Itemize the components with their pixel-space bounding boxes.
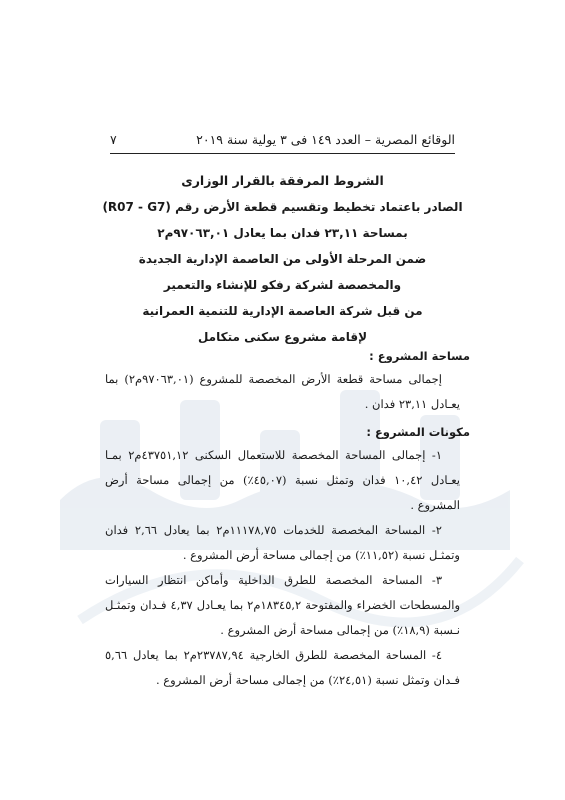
component-item: ٢- المساحة المخصصة للخدمات ١١١٧٨,٧٥م٢ بما يعادل ٢,٦٦ فدان وتمثـل نسبة (١١,٥٢٪) من إجمالى مساحة أرض المشروع . [105, 523, 460, 562]
title-line: والمخصصة لشركة رفكو للإنشاء والتعمير [163, 278, 402, 292]
title-line: لإقامة مشروع سكنى متكامل [197, 330, 368, 344]
component-item: ١- إجمالى المساحة المخصصة للاستعمال السكنى ٤٣٧٥١,١٢م٢ بمـا يعـادل ١٠,٤٢ فدان وتمثل نسبة (٤٥,٠٧٪) من إجمالى مساحة أرض المشروع . [105, 448, 460, 512]
page-number: ٧ [110, 131, 117, 147]
document-body [105, 345, 470, 693]
running-header [110, 128, 455, 150]
header-divider [110, 153, 455, 154]
section-heading-area: مساحة المشروع : [369, 349, 470, 363]
title-line: بمساحة ٢٣,١١ فدان بما يعادل ٩٧٠٦٣,٠١م٢ [157, 226, 408, 240]
document-title-block [90, 168, 475, 350]
section-heading-components: مكونات المشروع : [366, 425, 470, 439]
area-paragraph: إجمالى مساحة قطعة الأرض المخصصة للمشروع (٩٧٠٦٣,٠١م٢) بما يعـادل ٢٣,١١ فدان . [105, 372, 460, 411]
title-line: الصادر باعتماد تخطيط وتقسيم قطعة الأرض رقم (R07 - G7) [102, 200, 463, 214]
running-title: الوقائع المصرية – العدد ١٤٩ فى ٣ يولية سنة ٢٠١٩ [196, 131, 455, 147]
component-item: ٣- المساحة المخصصة للطرق الداخلية وأماكن انتظار السيارات والمسطحات الخضراء والمفتوحة ١٨٣٤٥,٢م٢ بما يعـادل ٤,٣٧ فـدان وتمثـل نـسبة (١٨,٩٪) من إجمالى مساحة أرض المشروع . [105, 573, 461, 637]
title-line: الشروط المرفقة بالقرار الوزارى [181, 173, 384, 188]
component-item: ٤- المساحة المخصصة للطرق الخارجية ٢٣٧٨٧,٩٤م٢ بما يعادل ٥,٦٦ فـدان وتمثل نسبة (٢٤,٥١٪) من إجمالى مساحة أرض المشروع . [105, 648, 460, 687]
title-line: من قبل شركة العاصمة الإدارية للتنمية العمرانية [142, 304, 423, 318]
title-line: ضمن المرحلة الأولى من العاصمة الإدارية الجديدة [138, 252, 427, 266]
